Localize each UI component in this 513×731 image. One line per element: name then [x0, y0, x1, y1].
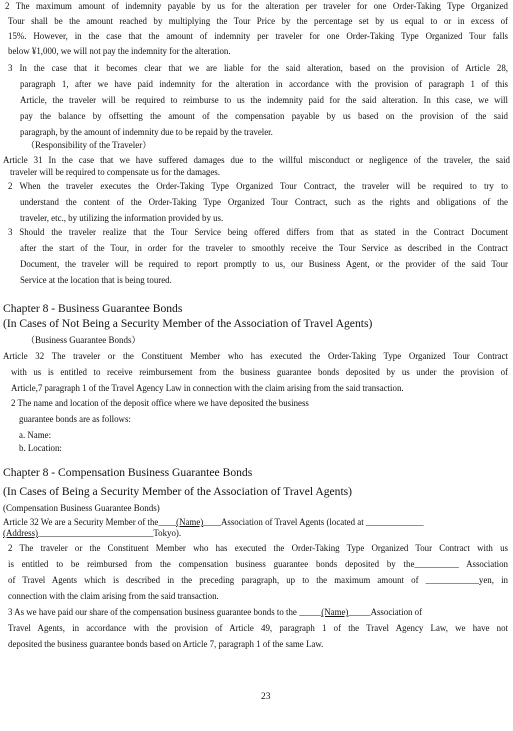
chapter8-compensation-title: Chapter 8 - Compensation Business Guarantee Bonds — [3, 466, 253, 479]
page-number: 23 — [261, 692, 271, 702]
compensation-p2-line4: connection with the claim arising from the said transaction. — [8, 591, 219, 601]
article32-p1-line1: Article 32 The traveler or the Constituent Member who has executed the Order-Taking Type Organized Tour Contract — [3, 351, 508, 361]
article30-p3-line2: paragraph 1, after we have paid indemnity for the alteration in accordance with the provision of paragraph 1 of this — [20, 79, 508, 89]
article31-heading: （Responsibility of the Traveler） — [26, 140, 152, 150]
article31-p3-line3: Document, the traveler will be required to report promptly to us, our Business Agent, or the provider of the said Tour — [20, 259, 508, 269]
name-blank-right: ____ — [203, 517, 221, 527]
p3-name-blank-left: _____ — [299, 607, 322, 617]
compensation-p3-pre: 3 As we have paid our share of the compensation business guarantee bonds to the — [8, 607, 297, 617]
article32-address-line — [3, 527, 181, 540]
address-field: (Address) — [3, 528, 38, 538]
article32-p2-line1: 2 The name and location of the deposit office where we have deposited the business — [11, 398, 309, 408]
article30-p2-line2: Tour shall be the amount reached by multiplying the Tour Price by the percentage set by us equal to or in excess of — [8, 16, 508, 26]
chapter8-business-subtitle: (In Cases of Not Being a Security Member of the Association of Travel Agents) — [3, 317, 373, 330]
article30-p2-line3: 15%. However, in the case that the amount of indemnity per traveler for one Order-Taking Type Organized Tour falls — [8, 31, 508, 41]
article31-p3-line4: Service at the location that is being toured. — [20, 275, 172, 285]
article31-p1-line1: Article 31 In the case that we have suffered damages due to the willful misconduct or negligence of the traveler, the said — [3, 155, 510, 165]
address-blank: __________________________ — [38, 528, 154, 538]
article30-p3-line4: pay the balance by offsetting the amount of the compensation payable by us based on the provision of the said — [20, 111, 508, 121]
compensation-p3-line3: deposited the business guarantee bonds based on Article 7, paragraph 1 of the same Law. — [8, 639, 324, 649]
chapter8-business-title: Chapter 8 - Business Guarantee Bonds — [3, 302, 183, 315]
article31-p2-line3: traveler, etc., by utilizing the information provided by us. — [20, 213, 224, 223]
compensation-p3-post: Association of — [370, 607, 423, 617]
article30-p3-line1: 3 In the case that it becomes clear that we are liable for the said alteration, based on the provision of Article 28, — [8, 63, 508, 73]
compensation-p3-line1 — [8, 606, 422, 619]
article31-p1-line2: traveler will be required to compensate us for the damages. — [10, 167, 220, 177]
compensation-p2-line2: is entitled to be reimbursed from the compensation business guarantee bonds deposited by the__________ Association — [8, 559, 508, 569]
article31-p2-line2: understand the content of the Order-Taking Type Organized Tour Contract, such as the rights and obligations of the — [20, 197, 508, 207]
article30-p2-line4: below ¥1,000, we will not pay the indemnity for the alteration. — [8, 46, 231, 56]
address-post: Tokyo). — [153, 528, 182, 538]
association-name-field: (Name) — [176, 517, 204, 527]
article31-p3-line1: 3 Should the traveler realize that the Tour Service being offered differs from that as stated in the Contract Document — [8, 227, 508, 237]
article32-p2-line2: guarantee bonds are as follows: — [19, 414, 131, 424]
article30-p3-line5: paragraph, by the amount of indemnity due to be repaid by the traveler. — [20, 127, 273, 137]
article30-p3-line3: Article, the traveler will be required to reimburse to us the indemnity paid for the said alteration. In this case, we will — [20, 95, 508, 105]
article31-p3-line2: after the start of the Tour, in order for the traveler to smoothly receive the Tour Service as described in the Contract — [20, 243, 508, 253]
p3-name-blank-right: _____ — [348, 607, 371, 617]
deposit-office-name-item: a. Name: — [19, 430, 52, 440]
security-member-pre: Article 32 We are a Security Member of the — [3, 517, 159, 527]
deposit-office-location-item: b. Location: — [19, 443, 62, 453]
article32-p1-line3: Article,7 paragraph 1 of the Travel Agency Law in connection with the claim arising from the said transaction. — [11, 383, 404, 393]
compensation-p2-line1: 2 The traveler or the Constituent Member who has executed the Order-Taking Type Organized Tour Contract with us — [8, 543, 508, 553]
article32-p1-line2: with us is entitled to receive reimbursement from the business guarantee bonds deposited by us under the provision of — [11, 367, 508, 377]
security-member-post: Association of Travel Agents (located at — [220, 517, 364, 527]
location-blank: _____________ — [365, 517, 424, 527]
compensation-guarantee-heading: (Compensation Business Guarantee Bonds) — [3, 503, 160, 513]
name-blank-left: ____ — [158, 517, 177, 527]
compensation-p2-line3: of Travel Agents which is described in the preceding paragraph, up to the maximum amount of ____________yen, in — [8, 575, 508, 585]
chapter8-compensation-subtitle: (In Cases of Being a Security Member of the Association of Travel Agents) — [3, 485, 353, 498]
article31-p2-line1: 2 When the traveler executes the Order-Taking Type Organized Tour Contract, the traveler will be required to try to — [8, 181, 508, 191]
business-guarantee-heading: （Business Guarantee Bonds） — [26, 335, 141, 345]
article30-p2-line1: 2 The maximum amount of indemnity payable by us for the alteration per traveler for one Order-Taking Type Organized — [5, 1, 508, 11]
p3-association-name-field: (Name) — [321, 607, 349, 617]
compensation-p3-line2: Travel Agents, in accordance with the provision of Article 49, paragraph 1 of the Travel Agency Law, we have not — [8, 623, 508, 633]
